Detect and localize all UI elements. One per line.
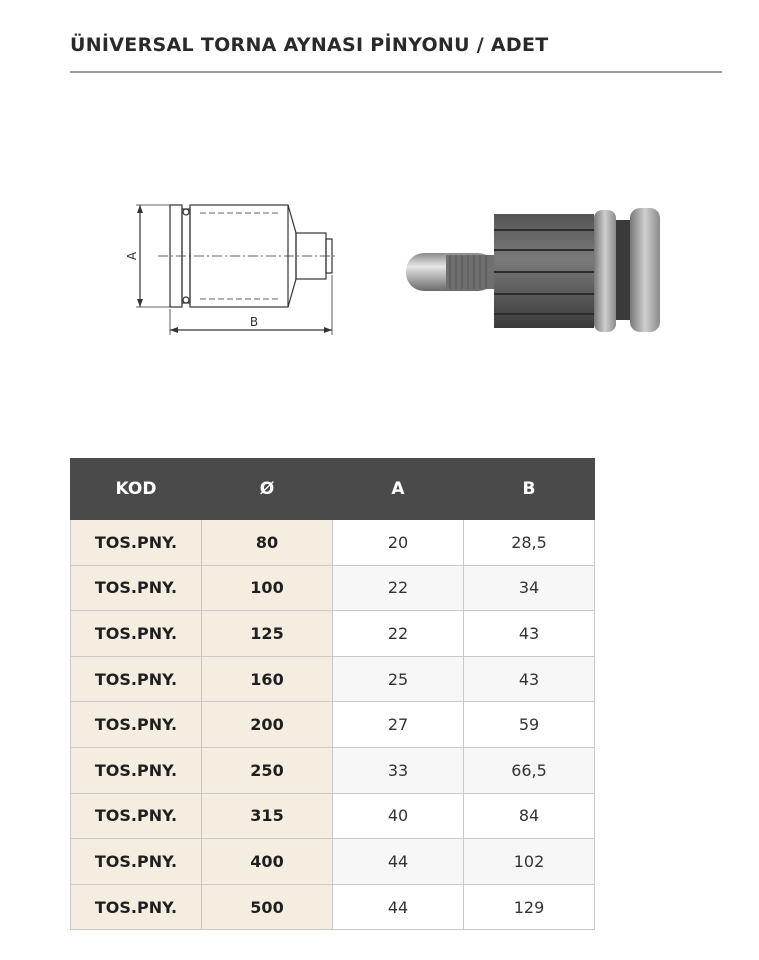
cell-b: 28,5 — [464, 520, 595, 566]
pinion-technical-drawing — [118, 195, 348, 340]
cell-diameter: 315 — [202, 793, 333, 839]
cell-kod: TOS.PNY. — [71, 793, 202, 839]
cell-diameter: 100 — [202, 565, 333, 611]
cell-kod: TOS.PNY. — [71, 702, 202, 748]
cell-b: 34 — [464, 565, 595, 611]
table-row — [71, 747, 595, 793]
table-row — [71, 839, 595, 885]
cell-a: 25 — [333, 656, 464, 702]
pinion-product-image — [398, 200, 668, 340]
cell-diameter: 80 — [202, 520, 333, 566]
cell-a: 44 — [333, 884, 464, 930]
cell-a: 22 — [333, 565, 464, 611]
cell-b: 129 — [464, 884, 595, 930]
cell-kod: TOS.PNY. — [71, 565, 202, 611]
cell-a: 22 — [333, 611, 464, 657]
table-row — [71, 565, 595, 611]
cell-kod: TOS.PNY. — [71, 839, 202, 885]
cell-a: 27 — [333, 702, 464, 748]
header-b: B — [464, 459, 595, 520]
cell-b: 84 — [464, 793, 595, 839]
header-kod: KOD — [71, 459, 202, 520]
cell-diameter: 125 — [202, 611, 333, 657]
cell-kod: TOS.PNY. — [71, 656, 202, 702]
cell-diameter: 400 — [202, 839, 333, 885]
table-row — [71, 702, 595, 748]
cell-b: 102 — [464, 839, 595, 885]
page-title: ÜNİVERSAL TORNA AYNASI PİNYONU / ADET — [70, 34, 549, 56]
header-diameter: Ø — [202, 459, 333, 520]
cell-diameter: 160 — [202, 656, 333, 702]
cell-diameter: 500 — [202, 884, 333, 930]
cell-b: 66,5 — [464, 747, 595, 793]
cell-kod: TOS.PNY. — [71, 520, 202, 566]
table-header-row — [71, 459, 595, 520]
dimension-b-label: B — [249, 315, 259, 329]
table-row — [71, 656, 595, 702]
cell-kod: TOS.PNY. — [71, 747, 202, 793]
cell-a: 20 — [333, 520, 464, 566]
table-row — [71, 611, 595, 657]
cell-b: 43 — [464, 611, 595, 657]
cell-a: 33 — [333, 747, 464, 793]
cell-b: 43 — [464, 656, 595, 702]
pinion-spec-table — [70, 458, 595, 930]
cell-a: 40 — [333, 793, 464, 839]
header-a: A — [333, 459, 464, 520]
table-row — [71, 793, 595, 839]
cell-a: 44 — [333, 839, 464, 885]
cell-diameter: 200 — [202, 702, 333, 748]
cell-b: 59 — [464, 702, 595, 748]
cell-kod: TOS.PNY. — [71, 611, 202, 657]
cell-diameter: 250 — [202, 747, 333, 793]
title-rule — [70, 71, 722, 73]
table-row — [71, 884, 595, 930]
dimension-a-label: A — [125, 251, 139, 261]
cell-kod: TOS.PNY. — [71, 884, 202, 930]
table-row — [71, 520, 595, 566]
